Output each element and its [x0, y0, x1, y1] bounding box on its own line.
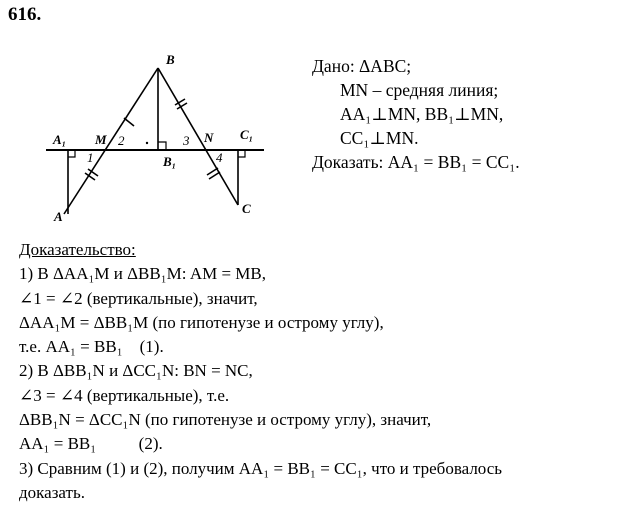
dot-marker: [146, 142, 148, 144]
proof-line: ΔBB₁N = ΔCC₁N (по гипотенузе и острому углу), значит,: [19, 410, 432, 430]
proof-line: 2) В ΔBB₁N и ΔCC₁N: BN = NC,: [19, 361, 253, 381]
proof-heading: Доказательство:: [19, 240, 136, 259]
problem-number: 616.: [8, 4, 42, 25]
proof-line: AA₁ = BB₁ (2).: [19, 434, 163, 454]
label-c: C: [242, 201, 251, 216]
segment-bc: [158, 68, 238, 205]
prove-statement: Доказать: AA₁ = BB₁ = CC₁.: [312, 152, 520, 172]
right-angle-a1: [68, 150, 75, 157]
proof-line: ∠3 = ∠4 (вертикальные), т.е.: [19, 385, 230, 405]
proof-line: доказать.: [19, 482, 85, 502]
given-line-4: CC₁⊥MN.: [340, 128, 419, 148]
label-angle-2: 2: [118, 133, 125, 148]
right-angle-c1: [238, 150, 245, 157]
right-angle-b1: [158, 142, 166, 150]
proof-line: ΔAA₁M = ΔBB₁M (по гипотенузе и острому углу),: [19, 312, 384, 332]
label-a1: A₁: [53, 132, 67, 147]
proof-line: 1) В ΔAA₁M и ΔBB₁M: AM = MB,: [19, 264, 266, 284]
segment-ab: [64, 68, 158, 214]
label-b1: B₁: [163, 154, 177, 169]
geometry-figure: [40, 46, 280, 236]
proof-line: т.е. AA₁ = BB₁ (1).: [19, 337, 164, 357]
label-b: B: [166, 52, 175, 67]
proof-line: ∠1 = ∠2 (вертикальные), значит,: [19, 288, 258, 308]
tick-bm: [124, 118, 134, 126]
proof-section: [19, 238, 502, 505]
given-line-2: MN – средняя линия;: [340, 80, 499, 100]
label-m: M: [95, 132, 107, 147]
label-a: A: [54, 209, 63, 224]
given-line-1: Дано: ΔABC;: [312, 56, 412, 76]
label-angle-4: 4: [216, 150, 223, 165]
label-angle-1: 1: [87, 150, 94, 165]
label-angle-3: 3: [183, 133, 190, 148]
proof-line: 3) Сравним (1) и (2), получим AA₁ = BB₁ = CC₁, что и требовалось: [19, 458, 503, 478]
label-n: N: [204, 130, 214, 145]
label-c1: C₁: [240, 127, 254, 142]
given-line-3: AA₁⊥MN, BB₁⊥MN,: [340, 104, 504, 124]
